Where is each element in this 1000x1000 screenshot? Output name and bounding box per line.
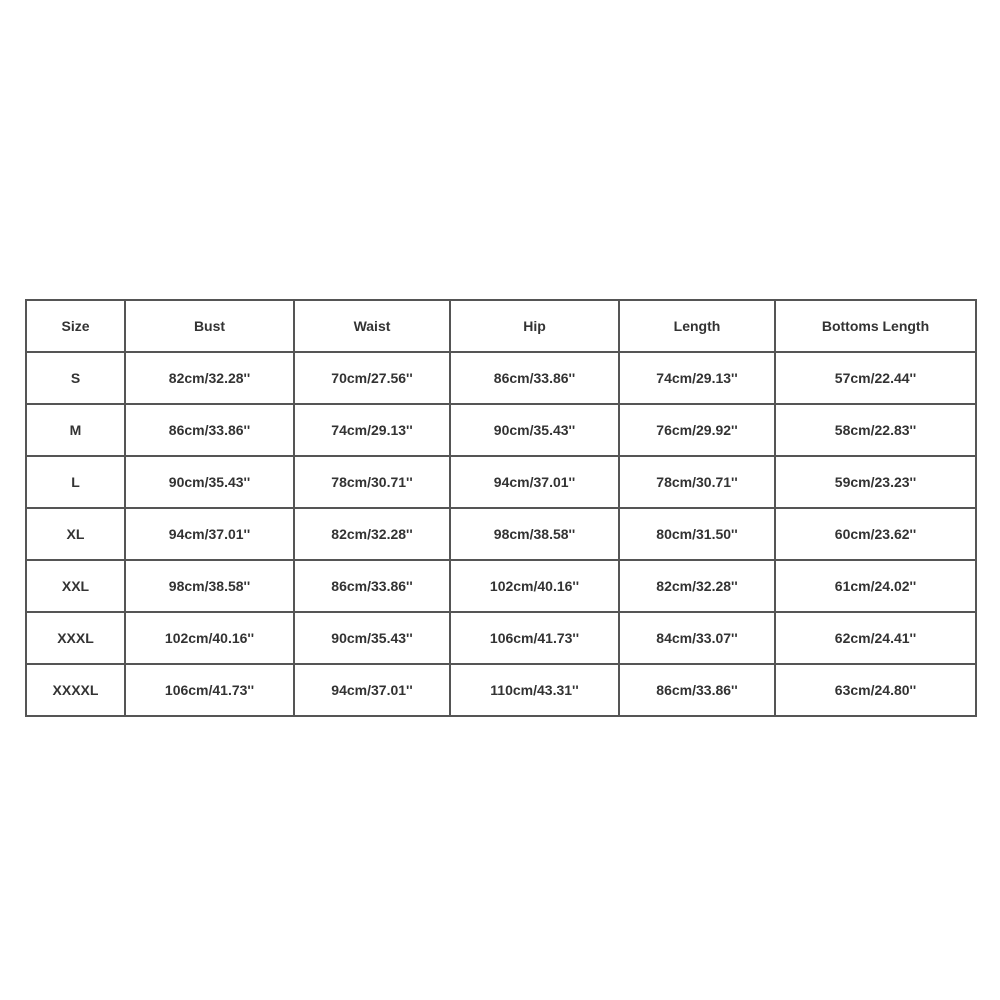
- hip-cell: 102cm/40.16'': [450, 560, 619, 612]
- hip-cell: 98cm/38.58'': [450, 508, 619, 560]
- table-row: [26, 456, 976, 508]
- length-cell: 74cm/29.13'': [619, 352, 775, 404]
- bottoms-length-cell: 60cm/23.62'': [775, 508, 976, 560]
- size-cell: L: [26, 456, 125, 508]
- waist-cell: 70cm/27.56'': [294, 352, 450, 404]
- bottoms-length-cell: 57cm/22.44'': [775, 352, 976, 404]
- length-cell: 80cm/31.50'': [619, 508, 775, 560]
- bottoms-length-cell: 59cm/23.23'': [775, 456, 976, 508]
- waist-cell: 82cm/32.28'': [294, 508, 450, 560]
- length-cell: 82cm/32.28'': [619, 560, 775, 612]
- header-waist: Waist: [294, 300, 450, 352]
- bust-cell: 94cm/37.01'': [125, 508, 294, 560]
- table-header-row: [26, 300, 976, 352]
- bust-cell: 82cm/32.28'': [125, 352, 294, 404]
- table-row: [26, 404, 976, 456]
- length-cell: 84cm/33.07'': [619, 612, 775, 664]
- bust-cell: 106cm/41.73'': [125, 664, 294, 716]
- header-size: Size: [26, 300, 125, 352]
- length-cell: 78cm/30.71'': [619, 456, 775, 508]
- bust-cell: 90cm/35.43'': [125, 456, 294, 508]
- header-bust: Bust: [125, 300, 294, 352]
- bottoms-length-cell: 62cm/24.41'': [775, 612, 976, 664]
- size-cell: XL: [26, 508, 125, 560]
- size-cell: XXL: [26, 560, 125, 612]
- size-cell: S: [26, 352, 125, 404]
- size-chart-table: [25, 299, 977, 717]
- waist-cell: 86cm/33.86'': [294, 560, 450, 612]
- length-cell: 86cm/33.86'': [619, 664, 775, 716]
- bust-cell: 98cm/38.58'': [125, 560, 294, 612]
- size-cell: XXXXL: [26, 664, 125, 716]
- table-row: [26, 612, 976, 664]
- table-row: [26, 664, 976, 716]
- hip-cell: 110cm/43.31'': [450, 664, 619, 716]
- waist-cell: 90cm/35.43'': [294, 612, 450, 664]
- bottoms-length-cell: 58cm/22.83'': [775, 404, 976, 456]
- bust-cell: 86cm/33.86'': [125, 404, 294, 456]
- waist-cell: 78cm/30.71'': [294, 456, 450, 508]
- waist-cell: 94cm/37.01'': [294, 664, 450, 716]
- hip-cell: 86cm/33.86'': [450, 352, 619, 404]
- hip-cell: 106cm/41.73'': [450, 612, 619, 664]
- bottoms-length-cell: 61cm/24.02'': [775, 560, 976, 612]
- table-row: [26, 352, 976, 404]
- header-length: Length: [619, 300, 775, 352]
- length-cell: 76cm/29.92'': [619, 404, 775, 456]
- header-bottoms-length: Bottoms Length: [775, 300, 976, 352]
- hip-cell: 94cm/37.01'': [450, 456, 619, 508]
- size-cell: M: [26, 404, 125, 456]
- waist-cell: 74cm/29.13'': [294, 404, 450, 456]
- size-cell: XXXL: [26, 612, 125, 664]
- bust-cell: 102cm/40.16'': [125, 612, 294, 664]
- hip-cell: 90cm/35.43'': [450, 404, 619, 456]
- bottoms-length-cell: 63cm/24.80'': [775, 664, 976, 716]
- header-hip: Hip: [450, 300, 619, 352]
- table-row: [26, 508, 976, 560]
- table-row: [26, 560, 976, 612]
